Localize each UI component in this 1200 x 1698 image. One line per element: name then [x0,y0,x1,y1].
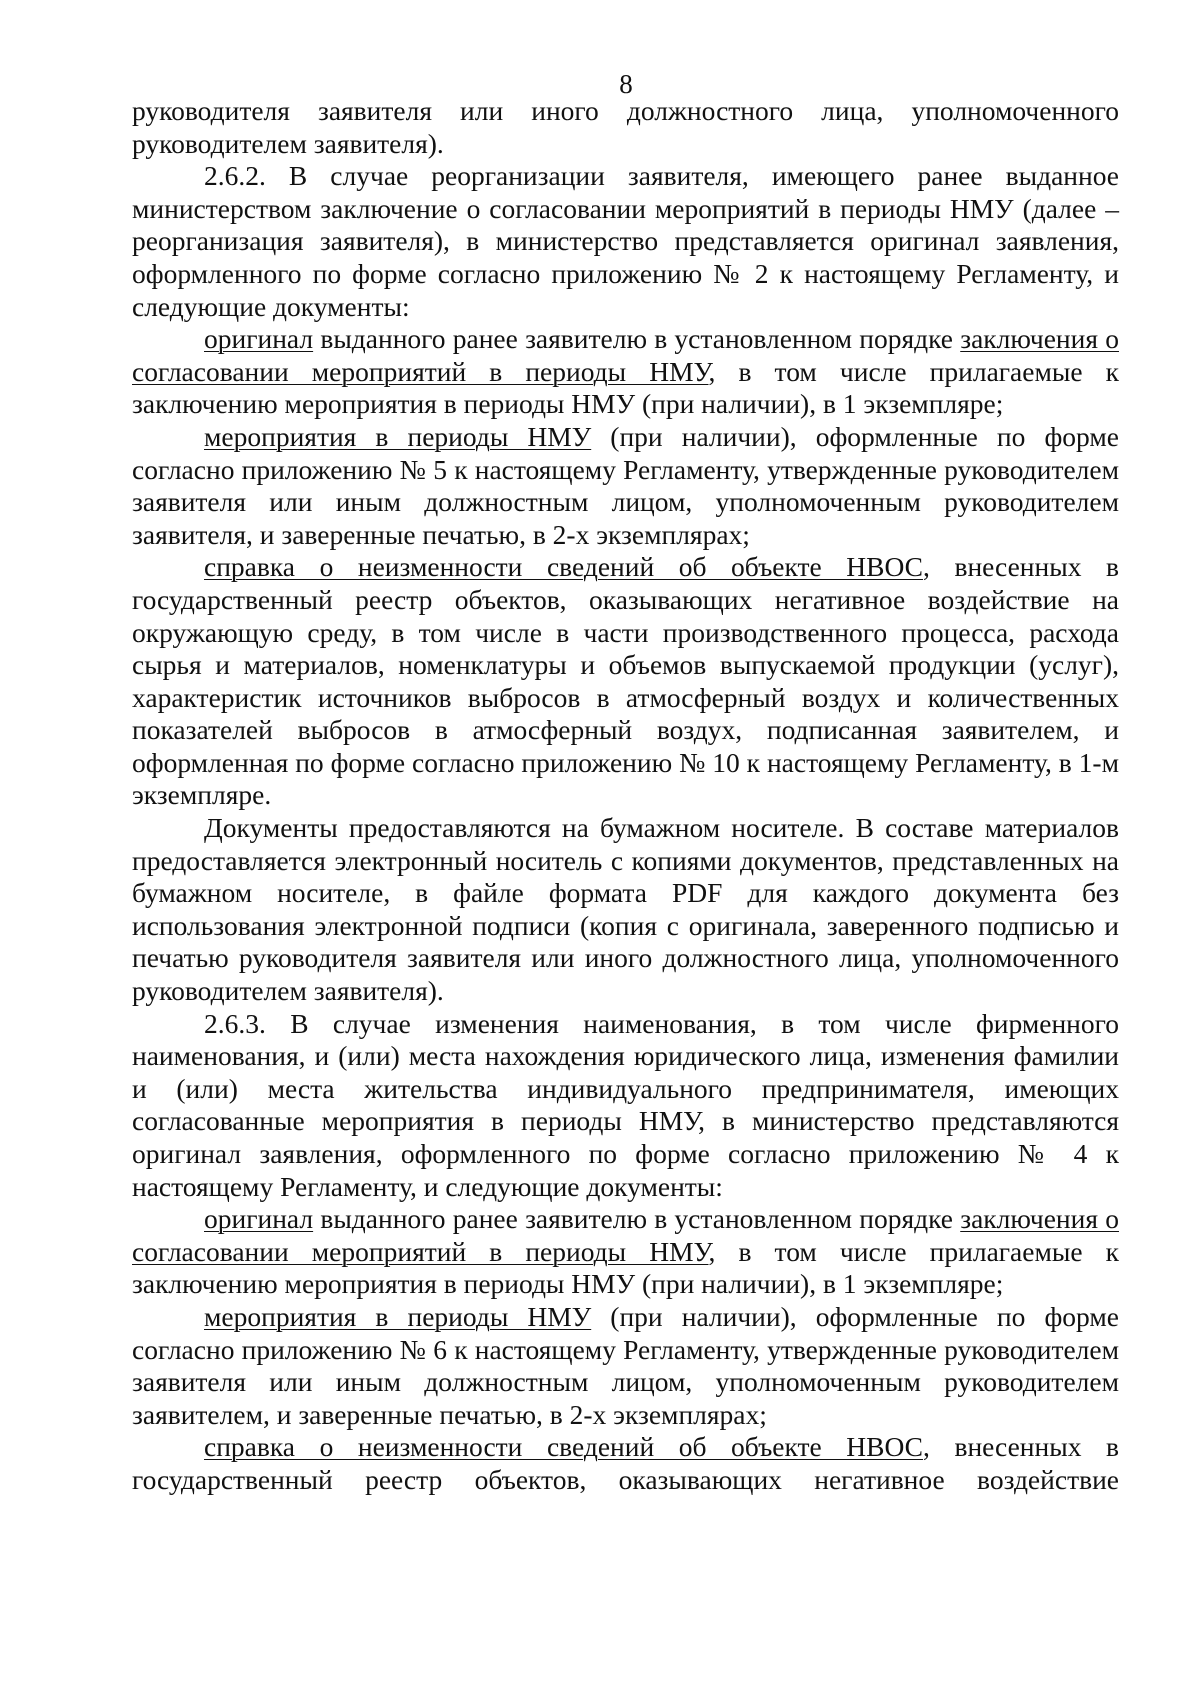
page-number: 8 [619,69,633,99]
underlined-term: справка о неизменности сведений об объекте НВОС [204,1431,924,1463]
paragraph-text: (при наличии), оформленные по форме согласно приложению № 6 к настоящему Регламенту, утвержденные руководителем заявителя или иным должностным лицом, уполномоченным руководителем заявителем, и заверенные печатью, в 2-х экземплярах; [132,1300,1120,1430]
paragraph-text: , внесенных в государственный реестр объектов, оказывающих негативное воздействие [132,1431,1119,1495]
paragraph-measures-2 [132,1301,1119,1431]
paragraph-text: , в том числе прилагаемые к заключению мероприятия в периоды НМУ (при наличии), в 1 экземпляре; [132,1235,1119,1300]
paragraph-continuation: руководителя заявителя или иного должностного лица, уполномоченного руководителем заявителя). [132,95,1119,159]
document-body [132,95,1119,1497]
underlined-term: оригинал [204,1203,314,1235]
paragraph-text: , в том числе прилагаемые к заключению мероприятия в периоды НМУ (при наличии), в 1 экземпляре; [132,355,1119,420]
underlined-term: заключения о согласовании мероприятий в периоды НМУ [132,1203,1119,1267]
paragraph-certificate [132,551,1119,812]
paragraph-text: (при наличии), оформленные по форме согласно приложению № 5 к настоящему Регламенту, утвержденные руководителем заявителя или иным должностным лицом, уполномоченным руководителем заявителя, и заверенные печатью, в 2-х экземплярах; [132,420,1120,550]
underlined-term: заключения о согласовании мероприятий в периоды НМУ [132,323,1119,387]
paragraph-text: выданного ранее заявителю в установленном порядке [313,323,961,355]
underlined-term: мероприятия в периоды НМУ [204,420,592,452]
paragraph-2-6-2: 2.6.2. В случае реорганизации заявителя, имеющего ранее выданное министерством заключение о согласовании мероприятий в периоды НМУ (далее – реорганизация заявителя), в министерство представляется оригинал заявления, оформленного по форме согласно приложению № 2 к настоящему Регламенту, и следующие документы: [132,160,1119,322]
paragraph-measures [132,421,1119,551]
underlined-term: мероприятия в периоды НМУ [204,1300,592,1332]
paragraph-original-conclusion-2 [132,1203,1119,1301]
paragraph-original-conclusion [132,323,1119,421]
paragraph-certificate-2 [132,1431,1119,1496]
paragraph-text: , внесенных в государственный реестр объектов, оказывающих негативное воздействие на окружающую среду, в том числе в части производственного процесса, расхода сырья и материалов, номенклатуры и объемов выпускаемой продукции (услуг), характеристик источников выбросов в атмосферный воздух и количественных показателей выбросов в атмосферный воздух, подписанная заявителем, и оформленная по форме согласно приложению № 10 к настоящему Регламенту, в 1-м экземпляре. [132,551,1119,811]
paragraph-documents-format: Документы предоставляются на бумажном носителе. В составе материалов предоставляется электронный носитель с копиями документов, представленных на бумажном носителе, в файле формата PDF для каждого документа без использования электронной подписи (копия с оригинала, заверенного подписью и печатью руководителя заявителя или иного должностного лица, уполномоченного руководителем заявителя). [132,812,1119,1007]
paragraph-2-6-3: 2.6.3. В случае изменения наименования, в том числе фирменного наименования, и (или) места нахождения юридического лица, изменения фамилии и (или) места жительства индивидуального предпринимателя, имеющих согласованные мероприятия в периоды НМУ, в министерство представляются оригинал заявления, оформленного по форме согласно приложению № 4 к настоящему Регламенту, и следующие документы: [132,1007,1119,1202]
paragraph-text: выданного ранее заявителю в установленном порядке [313,1203,961,1235]
underlined-term: оригинал [204,323,314,355]
underlined-term: справка о неизменности сведений об объекте НВОС [204,551,924,583]
